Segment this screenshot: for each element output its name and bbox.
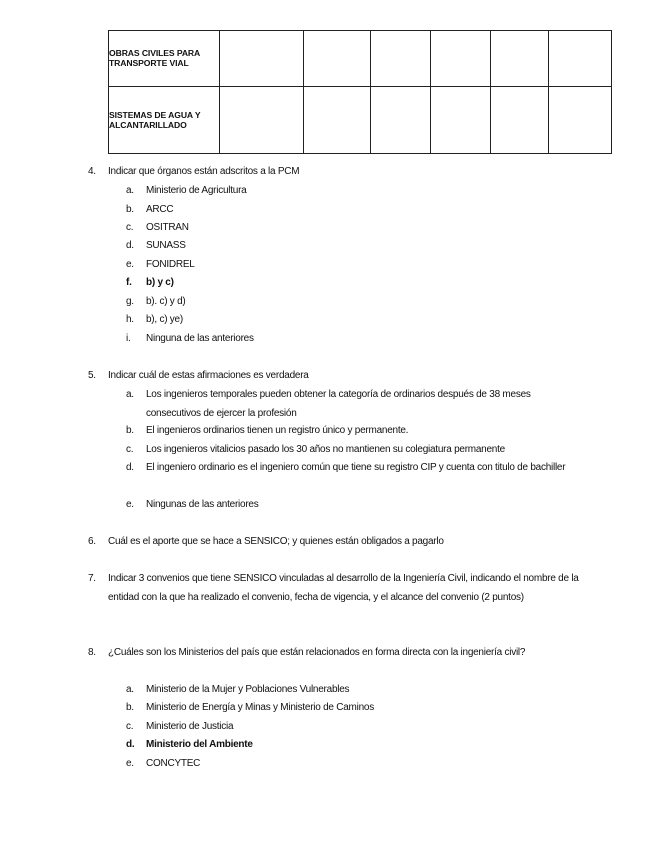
table-row <box>109 31 612 87</box>
table-cell <box>220 86 304 153</box>
list-item <box>126 496 586 515</box>
option-text: Ministerio de Agricultura <box>146 185 247 196</box>
list-item <box>126 386 586 423</box>
table-cell <box>491 31 549 87</box>
question-text: Indicar 3 convenios que tiene SENSICO vinculadas al desarrollo de la Ingeniería Civil, indicando el nombre de la entidad con la que ha realizado el convenio, fecha de vigencia, y el alcance del convenio (2 puntos) <box>108 573 579 603</box>
option-text: SUNASS <box>146 240 186 251</box>
table-cell <box>549 86 612 153</box>
list-item <box>126 219 586 238</box>
option-letter: b. <box>126 425 134 436</box>
table-cell <box>304 86 371 153</box>
question-number: 7. <box>88 573 96 584</box>
option-letter: c. <box>126 721 134 732</box>
list-item <box>126 718 586 737</box>
row-label: SISTEMAS DE AGUA Y ALCANTARILLADO <box>109 86 220 153</box>
option-letter: e. <box>126 758 134 769</box>
option-text: Ningunas de las anteriores <box>146 499 259 510</box>
table-cell <box>491 86 549 153</box>
option-text: Ninguna de las anteriores <box>146 333 254 344</box>
option-letter: i. <box>126 333 131 344</box>
list-item <box>126 330 586 349</box>
list-item <box>126 736 586 755</box>
option-text: OSITRAN <box>146 222 189 233</box>
option-letter: d. <box>126 462 134 473</box>
question-text: Indicar cuál de estas afirmaciones es verdadera <box>108 370 309 381</box>
option-letter: a. <box>126 684 134 695</box>
list-item <box>126 311 586 330</box>
list-item <box>126 755 586 774</box>
question-5 <box>88 367 608 386</box>
list-item <box>126 274 586 293</box>
option-letter: c. <box>126 444 134 455</box>
table-cell <box>431 86 491 153</box>
table-cell <box>371 86 431 153</box>
row-label: OBRAS CIVILES PARA TRANSPORTE VIAL <box>109 31 220 87</box>
option-text: Los ingenieros vitalicios pasado los 30 años no mantienen su colegiatura permanente <box>146 444 505 455</box>
option-text: El ingenieros ordinarios tienen un registro único y permanente. <box>146 425 409 436</box>
option-letter: d. <box>126 739 135 750</box>
question-8 <box>88 644 608 681</box>
list-item <box>126 422 586 441</box>
option-letter: b. <box>126 204 134 215</box>
option-letter: g. <box>126 296 134 307</box>
option-text: El ingeniero ordinario es el ingeniero común que tiene su registro CIP y cuenta con titulo de bachiller <box>146 462 566 473</box>
question-text: Indicar que órganos están adscritos a la PCM <box>108 166 300 177</box>
table-cell <box>431 31 491 87</box>
question-number: 6. <box>88 536 96 547</box>
option-text: FONIDREL <box>146 259 195 270</box>
option-text: Ministerio del Ambiente <box>146 739 253 750</box>
list-item <box>126 256 586 275</box>
option-text: Los ingenieros temporales pueden obtener la categoría de ordinarios después de 38 meses consecutivos de ejercer la profesión <box>146 389 531 419</box>
option-letter: a. <box>126 185 134 196</box>
list-item <box>126 182 586 201</box>
option-letter: e. <box>126 259 134 270</box>
list-item <box>126 699 586 718</box>
question-7 <box>88 570 608 626</box>
question-number: 5. <box>88 370 96 381</box>
table-cell <box>371 31 431 87</box>
question-6 <box>88 533 608 552</box>
list-item <box>126 459 586 496</box>
option-letter: b. <box>126 702 134 713</box>
option-text: CONCYTEC <box>146 758 201 769</box>
option-text: b), c) ye) <box>146 314 183 325</box>
evaluation-table <box>108 30 612 154</box>
list-item <box>126 201 586 220</box>
option-text: Ministerio de la Mujer y Poblaciones Vulnerables <box>146 684 350 695</box>
list-item <box>126 441 586 460</box>
list-item <box>126 681 586 700</box>
option-text: b). c) y d) <box>146 296 186 307</box>
list-item <box>126 293 586 312</box>
option-letter: h. <box>126 314 134 325</box>
option-letter: d. <box>126 240 134 251</box>
option-text: b) y c) <box>146 277 174 288</box>
table-row <box>109 86 612 153</box>
option-text: Ministerio de Energía y Minas y Ministerio de Caminos <box>146 702 374 713</box>
table-cell <box>220 31 304 87</box>
table-cell <box>549 31 612 87</box>
option-letter: c. <box>126 222 134 233</box>
question-number: 4. <box>88 166 96 177</box>
option-text: Ministerio de Justicia <box>146 721 234 732</box>
question-4 <box>88 163 608 182</box>
option-letter: f. <box>126 277 132 288</box>
option-letter: e. <box>126 499 134 510</box>
option-text: ARCC <box>146 204 174 215</box>
question-text: ¿Cuáles son los Ministerios del país que están relacionados en forma directa con la ingeniería civil? <box>108 647 526 658</box>
question-text: Cuál es el aporte que se hace a SENSICO; y quienes están obligados a pagarlo <box>108 536 444 547</box>
question-number: 8. <box>88 647 96 658</box>
option-letter: a. <box>126 389 134 400</box>
table-cell <box>304 31 371 87</box>
list-item <box>126 237 586 256</box>
